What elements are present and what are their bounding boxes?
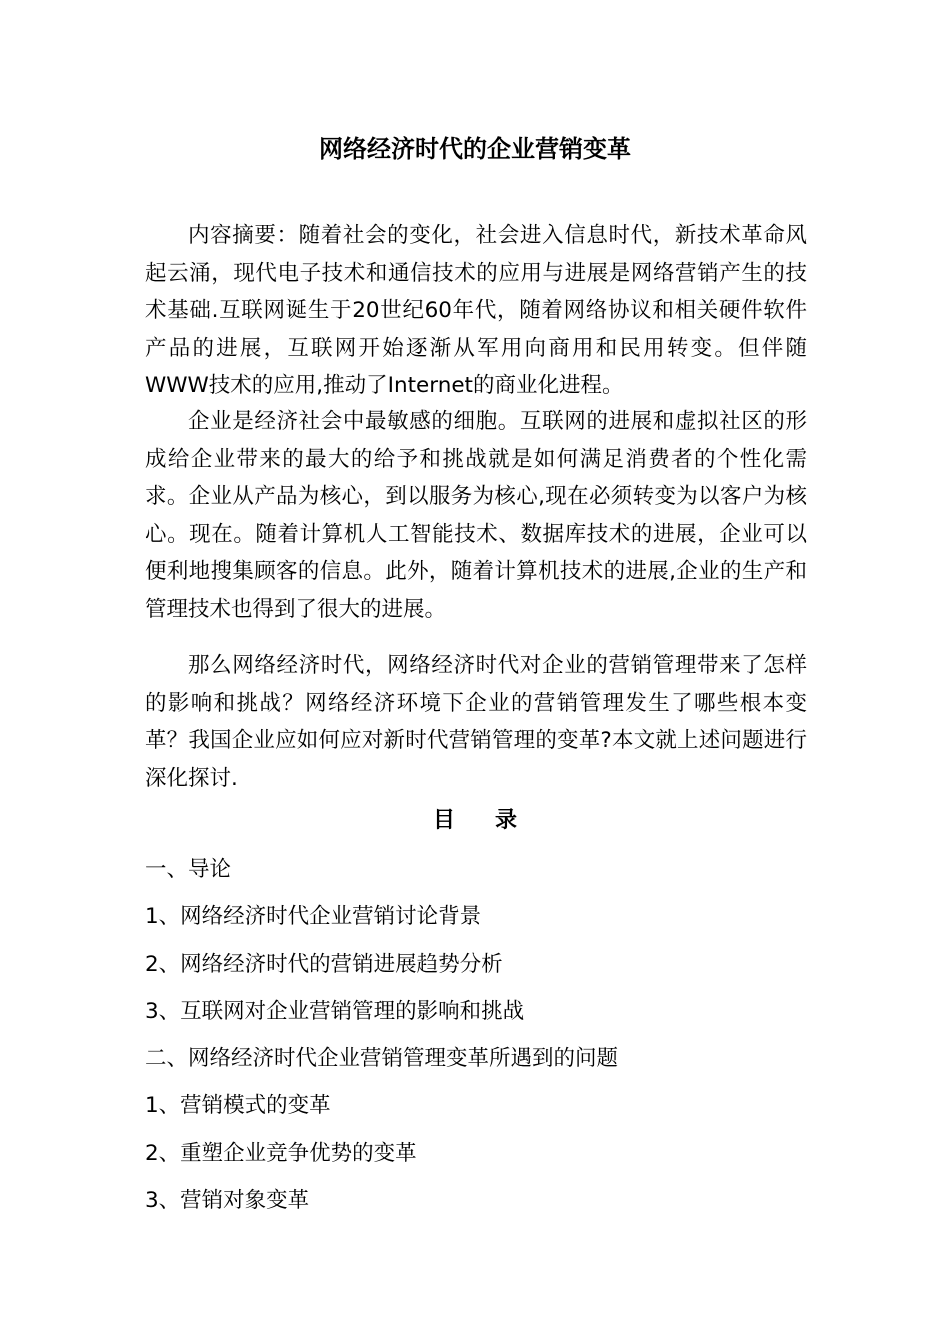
toc-section: 二、网络经济时代企业营销管理变革所遇到的问题	[145, 1046, 619, 1072]
toc-heading: 目录	[432, 808, 557, 833]
document-title: 网络经济时代的企业营销变革	[319, 135, 631, 163]
toc-item: 3、互联网对企业营销管理的影响和挑战	[145, 998, 525, 1024]
body-paragraph: 那么网络经济时代，网络经济时代对企业的营销管理带来了怎样的影响和挑战？网络经济环境下企业的营销管理发生了哪些根本变革？我国企业应如何应对新时代营销管理的变革?本文就上述问题进行深化探讨.	[145, 653, 807, 791]
toc-item: 2、重塑企业竞争优势的变革	[145, 1140, 417, 1166]
abstract-paragraph: 内容摘要：随着社会的变化，社会进入信息时代，新技术革命风起云涌，现代电子技术和通信技术的应用与进展是网络营销产生的技术基础.互联网诞生于20世纪60年代，随着网络协议和相关硬件软件产品的进展，互联网开始逐渐从军用向商用和民用转变。但伴随WWW技术的应用,推动了Internet的商业化进程。	[145, 223, 807, 398]
toc-item: 3、营销对象变革	[145, 1188, 310, 1214]
toc-section: 一、导论	[145, 857, 232, 882]
toc-item: 1、网络经济时代企业营销讨论背景	[145, 904, 482, 930]
table-of-contents	[145, 852, 807, 1230]
toc-item: 1、营销模式的变革	[145, 1093, 331, 1119]
body-paragraph: 企业是经济社会中最敏感的细胞。互联网的进展和虚拟社区的形成给企业带来的最大的给予和挑战就是如何满足消费者的个性化需求。企业从产品为核心，到以服务为核心,现在必须转变为以客户为核心。现在。随着计算机人工智能技术、数据库技术的进展，企业可以便利地搜集顾客的信息。此外，随着计算机技术的进展,企业的生产和管理技术也得到了很大的进展。	[145, 409, 807, 622]
toc-item: 2、网络经济时代的营销进展趋势分析	[145, 951, 503, 977]
